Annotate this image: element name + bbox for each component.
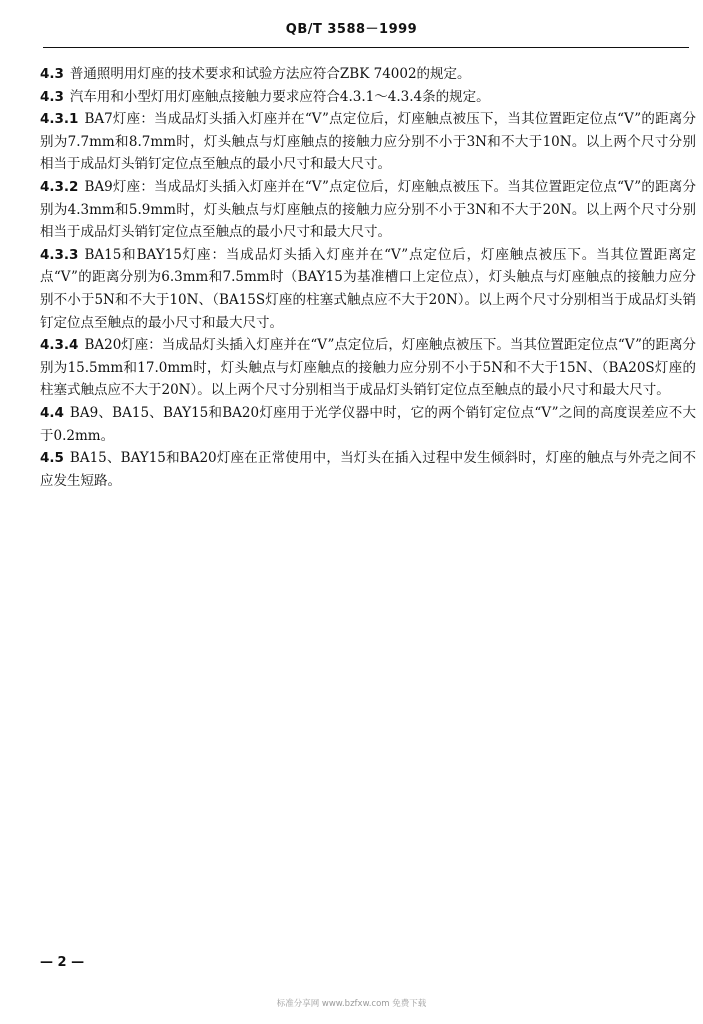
clause-text: BA20灯座：当成品灯头插入灯座并在“V”点定位后，灯座触点被压下。当其位置距定位点“V”的距离分别为15.5mm和17.0mm时，灯头触点与灯座触点的接触力应分别不小于5N和不大于15N、（BA20S灯座的柱塞式触点应不大于20N）。以上两个尺寸分别相当于成品灯头销钉定位点至触点的最小尺寸和最大尺寸。 [40,337,696,399]
clause-text: BA9、BA15、BAY15和BA20灯座用于光学仪器中时，它的两个销钉定位点“V”之间的高度误差应不大于0.2mm。 [40,404,696,444]
clause-4-4 [40,402,696,447]
clause-text: 汽车用和小型灯用灯座触点接触力要求应符合4.3.1～4.3.4条的规定。 [69,88,490,105]
page-number: — 2 — [40,955,85,970]
clause-4-3-2 [40,176,696,244]
clause-number: 4.4 [40,404,64,421]
clause-text: BA15、BAY15和BA20灯座在正常使用中，当灯头在插入过程中发生倾斜时，灯座的触点与外壳之间不应发生短路。 [40,450,696,489]
clause-4-3-contact-force [40,86,696,109]
clause-4-3-1 [40,108,696,176]
clause-4-5 [40,447,696,492]
clause-text: 普通照明用灯座的技术要求和试验方法应符合ZBK 74002的规定。 [69,66,471,82]
header-divider [43,47,689,48]
watermark-text: 标准分享网 www.bzfxw.com 免费下载 [276,999,427,1009]
clause-4-3-general [40,63,696,86]
clause-4-3-4 [40,334,696,402]
clause-number: 4.3 [40,88,64,105]
clause-number: 4.3.3 [40,246,79,263]
clause-4-3-3 [40,244,696,334]
clause-text: BA9灯座：当成品灯头插入灯座并在“V”点定位后，灯座触点被压下。当其位置距定位点“V”的距离分别为4.3mm和5.9mm时，灯头触点与灯座触点的接触力应分别不小于3N和不大于20N。以上两个尺寸分别相当于成品灯头销钉定位点至触点的最小尺寸和最大尺寸。 [40,178,696,241]
clause-number: 4.3.4 [40,337,79,354]
clause-number: 4.3 [40,66,64,82]
clause-number: 4.3.1 [40,111,79,128]
clause-number: 4.3.2 [40,178,79,195]
document-body [40,63,696,492]
standard-code: QB/T 3588－1999 [285,22,418,37]
clause-text: BA15和BAY15灯座：当成品灯头插入灯座并在“V”点定位后，灯座触点被压下。当其位置距离定点“V”的距离分别为6.3mm和7.5mm时（BAY15为基准槽口上定位点），灯头触点与灯座触点的接触力应分别不小于5N和不大于10N、（BA15S灯座的柱塞式触点应不大于20N）。以上两个尺寸分别相当于成品灯头销钉定位点至触点的最小尺寸和最大尺寸。 [40,246,696,331]
clause-text: BA7灯座：当成品灯头插入灯座并在“V”点定位后，灯座触点被压下，当其位置距定位点“V”的距离分别为7.7mm和8.7mm时，灯头触点与灯座触点的接触力应分别不小于3N和不大于10N。以上两个尺寸分别相当于成品灯头销钉定位点至触点的最小尺寸和最大尺寸。 [40,111,696,173]
clause-number: 4.5 [40,450,64,467]
